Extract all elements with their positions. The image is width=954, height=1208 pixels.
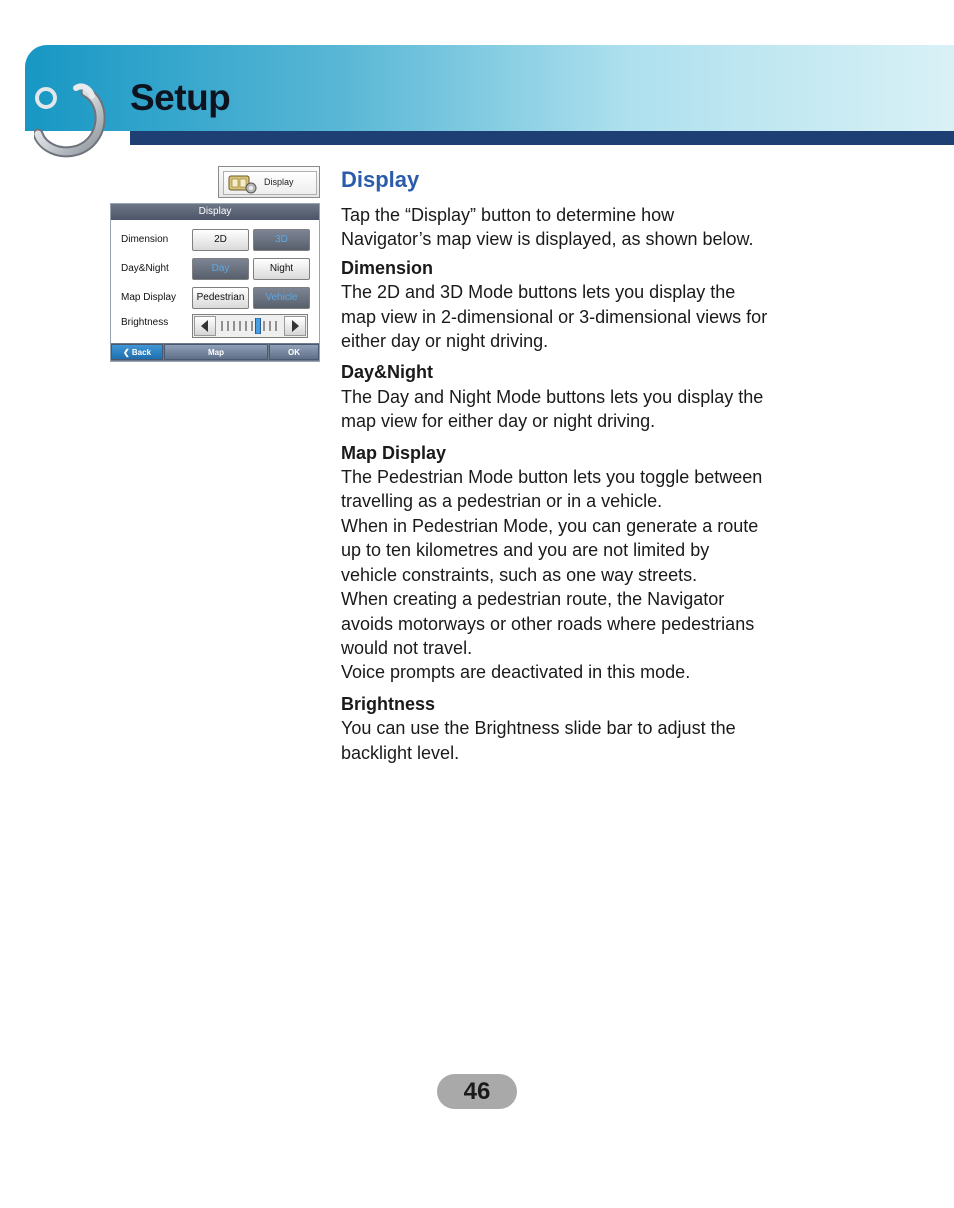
page-title: Setup bbox=[130, 77, 231, 118]
body-line: map view in 2-dimensional or 3-dimensional views for bbox=[341, 306, 768, 327]
brightness-thumb bbox=[256, 318, 261, 334]
brightness-label: Brightness bbox=[121, 317, 169, 328]
back-button[interactable] bbox=[111, 344, 163, 360]
vehicle-button[interactable]: Vehicle bbox=[253, 287, 310, 309]
chevron-left-icon: ❮ bbox=[122, 348, 130, 357]
subheading-dimension: Dimension bbox=[341, 257, 434, 278]
body-line: up to ten kilometres and you are not limited by bbox=[341, 540, 710, 561]
body-line: avoids motorways or other roads where pedestrians bbox=[341, 613, 755, 634]
body-line: You can use the Brightness slide bar to adjust the bbox=[341, 718, 736, 739]
2d-button[interactable]: 2D bbox=[192, 229, 249, 251]
body-line: The 2D and 3D Mode buttons lets you display the bbox=[341, 282, 736, 303]
display-settings-icon bbox=[228, 174, 258, 194]
device-screen-title: Display bbox=[111, 204, 319, 220]
header-stripe bbox=[130, 131, 954, 145]
body-line: Voice prompts are deactivated in this mode. bbox=[341, 662, 691, 683]
body-line: map view for either day or night driving. bbox=[341, 411, 656, 432]
brightness-track bbox=[219, 318, 281, 334]
display-button[interactable] bbox=[218, 166, 320, 198]
dimension-label: Dimension bbox=[121, 234, 169, 245]
page-number: 46 bbox=[437, 1074, 517, 1109]
device-bottom-bar bbox=[111, 343, 319, 361]
intro-line: Navigator’s map view is displayed, as shown below. bbox=[341, 229, 754, 250]
body-line: travelling as a pedestrian or in a vehicle. bbox=[341, 491, 663, 512]
arrow-left-icon bbox=[195, 317, 215, 335]
night-button[interactable]: Night bbox=[253, 258, 310, 280]
ring-binder-icon bbox=[34, 80, 114, 160]
subheading-day-night: Day&Night bbox=[341, 362, 434, 383]
body-line: When in Pedestrian Mode, you can generate a route bbox=[341, 515, 759, 536]
back-button-label: Back bbox=[131, 348, 152, 357]
ok-button[interactable]: OK bbox=[269, 344, 319, 360]
device-screen bbox=[110, 203, 320, 362]
body-line: would not travel. bbox=[341, 637, 473, 658]
body-line: backlight level. bbox=[341, 742, 460, 763]
body-line: The Pedestrian Mode button lets you toggle between bbox=[341, 467, 763, 488]
body-line: When creating a pedestrian route, the Navigator bbox=[341, 589, 725, 610]
brightness-slider[interactable] bbox=[192, 314, 308, 338]
body-line: The Day and Night Mode buttons lets you display the bbox=[341, 386, 764, 407]
3d-button[interactable]: 3D bbox=[253, 229, 310, 251]
body-line: vehicle constraints, such as one way streets. bbox=[341, 564, 698, 585]
map-display-label: Map Display bbox=[121, 292, 177, 303]
day-night-label: Day&Night bbox=[121, 263, 169, 274]
arrow-right-icon bbox=[285, 317, 305, 335]
day-button[interactable]: Day bbox=[192, 258, 249, 280]
body-line: either day or night driving. bbox=[341, 331, 549, 352]
section-heading: Display bbox=[341, 167, 420, 192]
display-button-face bbox=[223, 171, 317, 195]
content-column bbox=[341, 166, 841, 765]
brightness-decrease-button[interactable] bbox=[194, 316, 216, 336]
intro-line: Tap the “Display” button to determine how bbox=[341, 205, 675, 225]
map-button[interactable]: Map bbox=[164, 344, 268, 360]
pedestrian-button[interactable]: Pedestrian bbox=[192, 287, 249, 309]
subheading-map-display: Map Display bbox=[341, 442, 447, 463]
subheading-brightness: Brightness bbox=[341, 693, 436, 714]
brightness-increase-button[interactable] bbox=[284, 316, 306, 336]
display-button-label: Display bbox=[264, 177, 294, 187]
